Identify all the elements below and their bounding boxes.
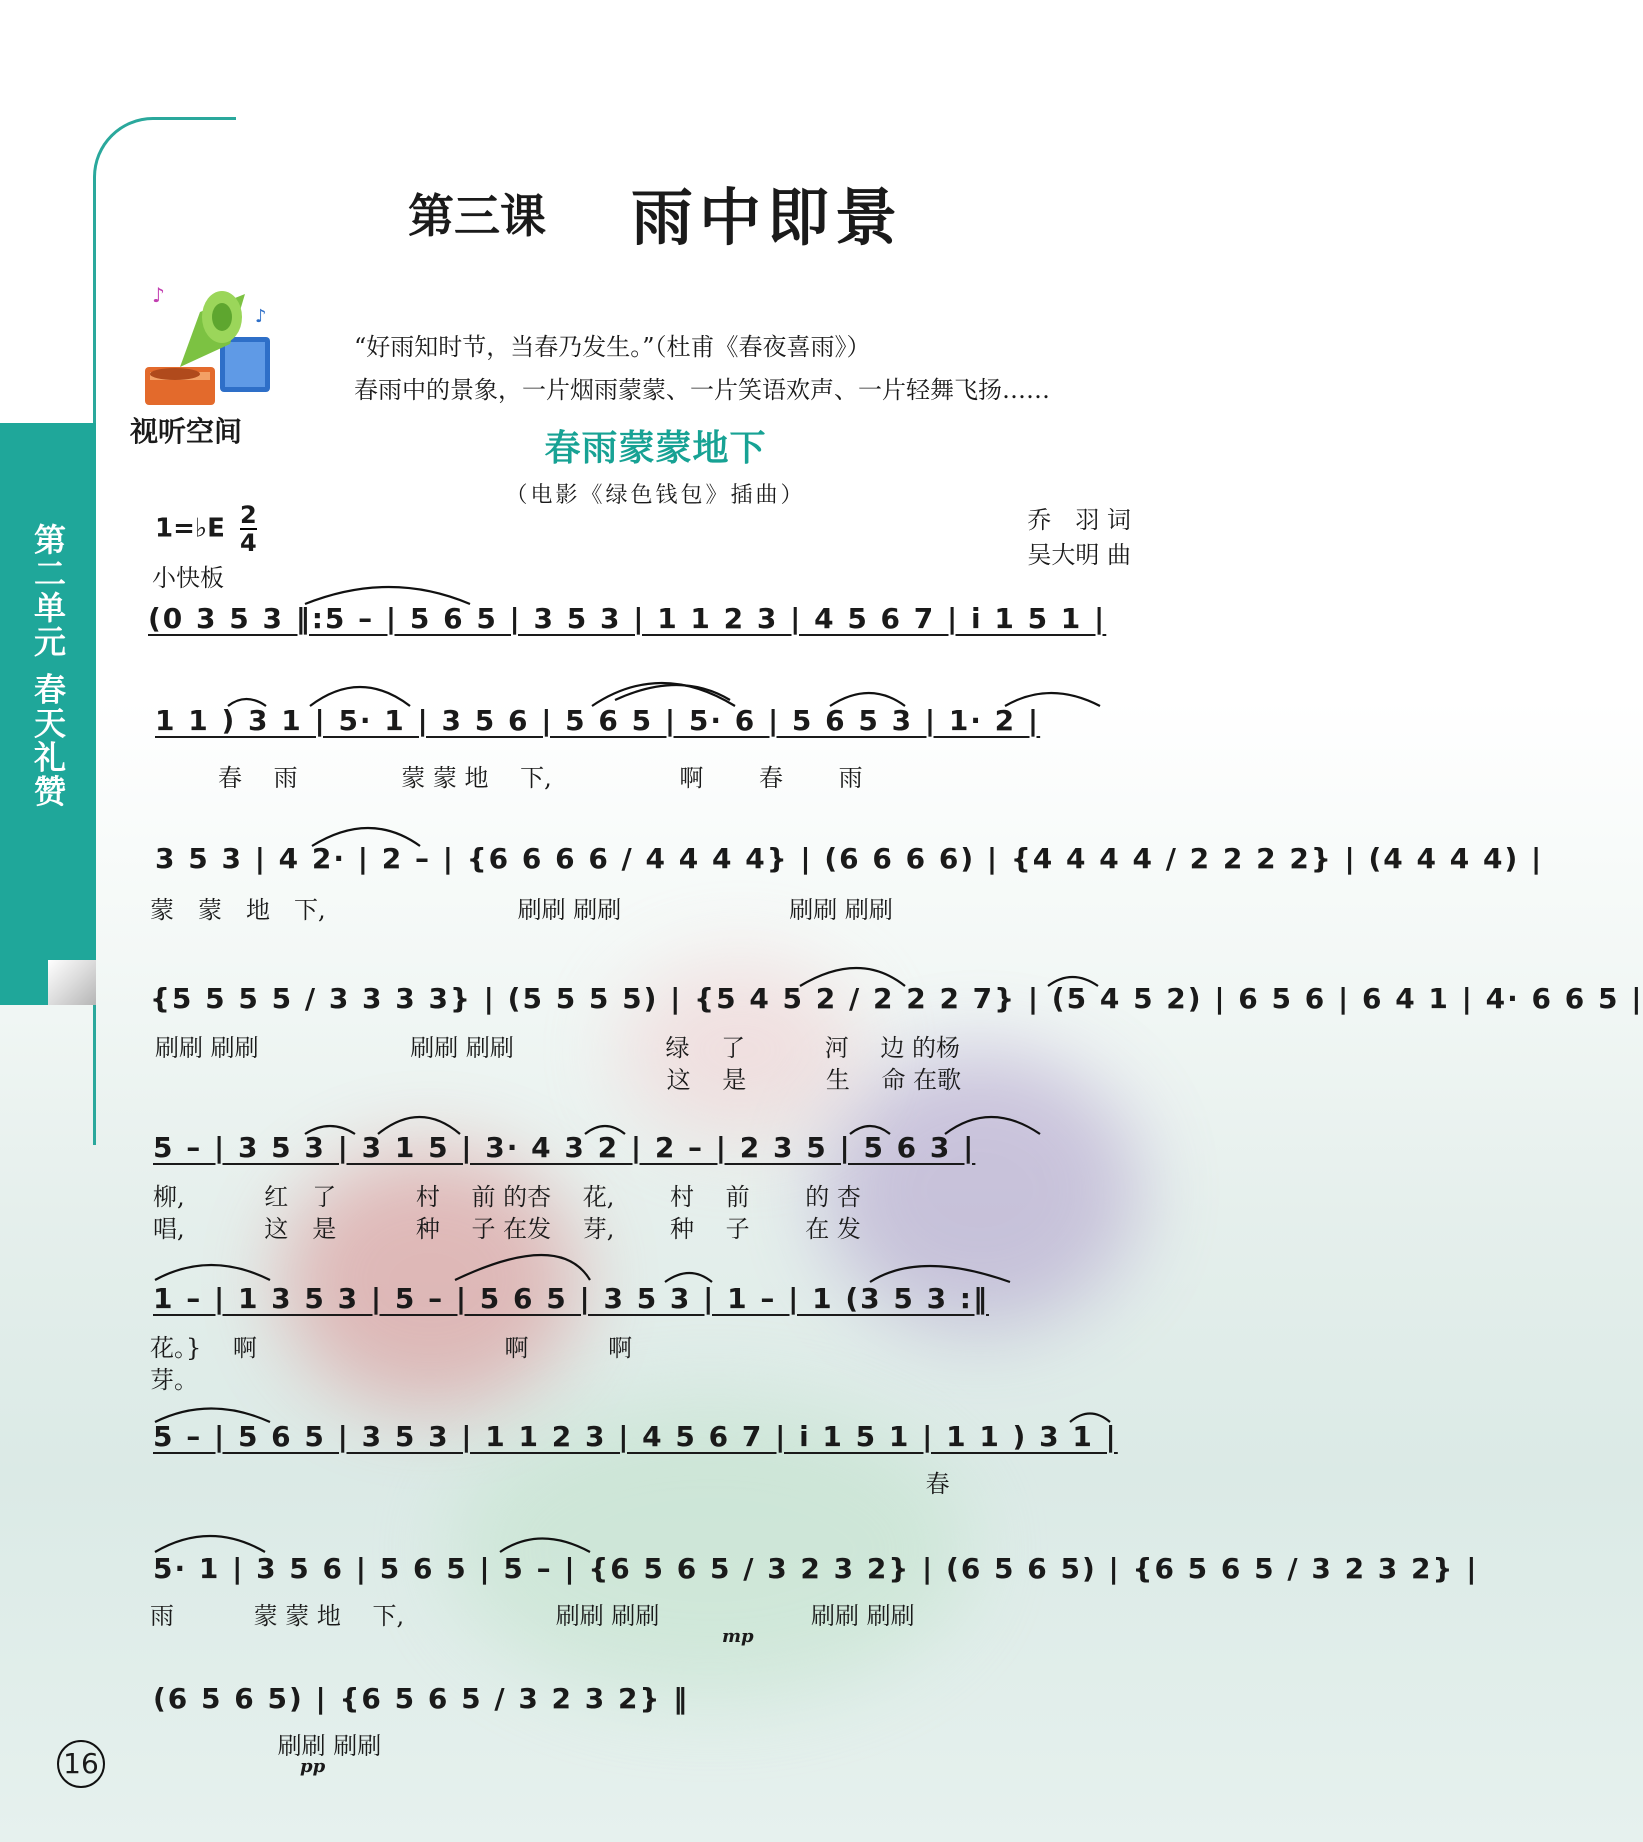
row-lyric-verse2: 芽。 bbox=[150, 1366, 198, 1394]
dynamic-pp: pp bbox=[300, 1756, 326, 1777]
row-lyric: 花。} 啊 啊 啊 bbox=[150, 1334, 633, 1362]
icon-label: 视听空间 bbox=[130, 415, 243, 448]
row-lyric-verse2: 唱, 这 是 种 子 在发 芽, 种 子 在 发 bbox=[153, 1215, 861, 1243]
intro-line-1: “好雨知时节，当春乃发生。”（杜甫《春夜喜雨》） bbox=[354, 333, 871, 361]
key-signature bbox=[155, 502, 257, 556]
row-notes: (6 5 6 5) | {6 5 6 5 / 3 2 3 2} ‖ bbox=[153, 1682, 690, 1715]
unit-label: 第二单元 春天礼赞 bbox=[29, 523, 67, 809]
time-signature bbox=[240, 502, 257, 556]
page-fold-decoration bbox=[48, 960, 96, 1005]
row-notes: (0 3 5 3 ‖:5 – | 5 6 5 | 3 5 3 | 1 1 2 3 | 4 5 6 7 | i 1 5 1 | bbox=[148, 602, 1107, 635]
row-lyric: 春 bbox=[150, 1470, 950, 1498]
svg-text:♪: ♪ bbox=[255, 306, 267, 327]
dynamic-mp: mp bbox=[722, 1626, 754, 1647]
composer: 吴大明 曲 bbox=[1027, 541, 1131, 569]
row-lyric: 刷刷 刷刷 刷刷 刷刷 绿 了 河 边 的杨 bbox=[155, 1034, 961, 1062]
row-notes: {5 5 5 5 / 3 3 3 3} | (5 5 5 5) | {5 4 5 2 / 2 2 2 7} | (5 4 5 2) | 6 5 6 | 6 4 1 | 4· 6 6 5 | bbox=[150, 982, 1643, 1015]
intro-line-2: 春雨中的景象，一片烟雨蒙蒙、一片笑语欢声、一片轻舞飞扬…… bbox=[354, 376, 1050, 404]
gramophone-icon bbox=[140, 282, 280, 412]
page-number: 16 bbox=[57, 1740, 105, 1788]
lesson-number: 第三课 bbox=[407, 188, 546, 243]
song-subtitle: （电影《绿色钱包》插曲） bbox=[505, 483, 806, 508]
row-notes: 5 – | 3 5 3 | 3 1 5 | 3· 4 3 2 | 2 – | 2 3 5 | 5 6 3 | bbox=[153, 1131, 976, 1164]
lesson-title bbox=[0, 168, 1311, 257]
song-title: 春雨蒙蒙地下 bbox=[544, 428, 767, 469]
row-notes: 1 – | 1 3 5 3 | 5 – | 5 6 5 | 3 5 3 | 1 – | 1 (3 5 3 :‖ bbox=[153, 1282, 990, 1315]
unit-side-tab bbox=[0, 423, 96, 1005]
time-top: 2 bbox=[239, 501, 257, 529]
row-notes: 1 1 ) 3 1 | 5· 1 | 3 5 6 | 5 6 5 | 5· 6 | 5 6 5 3 | 1· 2 | bbox=[155, 704, 1041, 737]
row-lyric: 柳, 红 了 村 前 的杏 花, 村 前 的 杏 bbox=[153, 1183, 861, 1211]
lesson-name: 雨中即景 bbox=[631, 181, 904, 254]
row-notes: 5· 1 | 3 5 6 | 5 6 5 | 5 – | {6 5 6 5 / 3 2 3 2} | (6 5 6 5) | {6 5 6 5 / 3 2 3 2} | bbox=[153, 1552, 1479, 1585]
row-lyric: 蒙 蒙 地 下, 刷刷 刷刷 刷刷 刷刷 bbox=[150, 896, 893, 924]
lyricist: 乔 羽 词 bbox=[1027, 506, 1131, 534]
row-lyric: 刷刷 刷刷 bbox=[150, 1732, 382, 1760]
tempo-marking: 小快板 bbox=[152, 564, 224, 592]
row-notes: 5 – | 5 6 5 | 3 5 3 | 1 1 2 3 | 4 5 6 7 | i 1 5 1 | 1 1 ) 3 1 | bbox=[153, 1420, 1118, 1453]
time-bottom: 4 bbox=[239, 529, 257, 557]
row-lyric: 春 雨 蒙 蒙 地 下, 啊 春 雨 bbox=[218, 764, 863, 792]
row-notes: 3 5 3 | 4 2· | 2 – | {6 6 6 6 / 4 4 4 4} | (6 6 6 6) | {4 4 4 4 / 2 2 2 2} | (4 4 4 4) | bbox=[155, 842, 1544, 875]
key-text: 1=♭E bbox=[155, 513, 225, 544]
row-lyric-verse2: 这 是 生 命 在歌 bbox=[155, 1066, 962, 1094]
svg-text:♪: ♪ bbox=[152, 283, 165, 307]
row-lyric: 雨 蒙 蒙 地 下, 刷刷 刷刷 刷刷 刷刷 bbox=[150, 1602, 915, 1630]
